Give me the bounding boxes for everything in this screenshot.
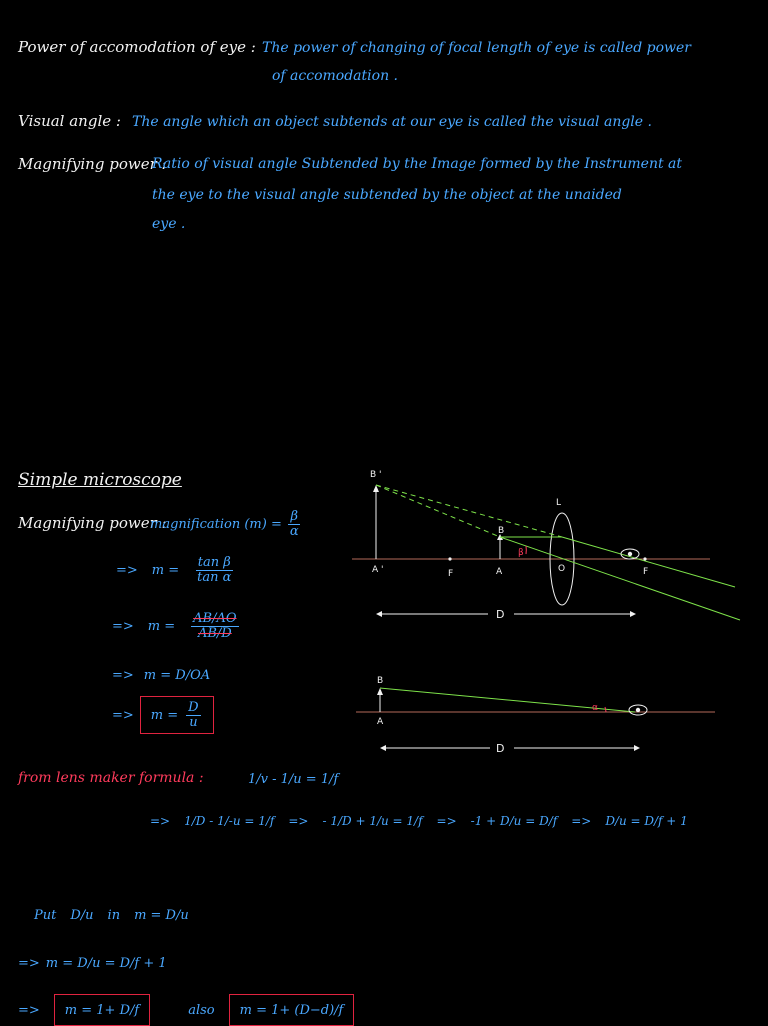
also-label: also [188,1003,214,1018]
put-in: in [108,908,121,923]
result-box-2: m = 1+ (D−d)/f [229,994,355,1026]
derivation-part-3: -1 + D/u = D/f [471,814,558,828]
result-box-m-d-over-u [140,696,214,734]
d-numerator: D [186,701,200,716]
label-f-2: F [643,567,648,577]
put-line-2 [18,956,167,971]
label-d-2: D [496,742,504,755]
step-3-arrow: => [112,668,134,683]
step-2-arrow: => [112,619,134,634]
label-alpha: α [592,703,598,713]
tan-alpha: tan α [195,571,233,585]
step-1 [116,556,235,584]
step-1-m: m = [152,563,179,578]
step-4-arrow: => [112,708,134,723]
beta-symbol: β [288,510,300,525]
derivation-arrow-1: => [150,814,170,828]
simple-microscope-heading: Simple microscope [18,470,182,490]
beta-over-alpha [288,510,301,538]
visual-angle-text: The angle which an object subtends at our eye is called the visual angle . [132,114,652,130]
step-3 [112,668,210,683]
step-2-m: m = [148,619,175,634]
mp-definition [150,510,303,538]
accommodation-text-2: of accomodation . [272,68,398,84]
label-b-prime: B ' [370,470,382,480]
step-4 [112,696,214,734]
derivation-part-2: - 1/D + 1/u = 1/f [322,814,422,828]
put-line-2-text: m = D/u = D/f + 1 [46,956,167,971]
unaided-eye-diagram [350,668,720,760]
d-arrowhead-right [630,611,636,617]
ab-over-ao: AB/AO [191,612,238,627]
mp-definition-text: magnification (m) = [150,517,282,532]
put-fraction: D/u [70,908,93,923]
label-f-1: F [448,569,453,579]
derivation-arrow-3: => [437,814,457,828]
u-denominator: u [187,716,199,730]
label-b: B [498,526,504,536]
put-line-2-arrow: => [18,956,40,971]
final-results [18,994,354,1026]
d-arrowhead-left [376,611,382,617]
accommodation-title: Power of accomodation of eye : [18,38,256,56]
derivation-arrow-4: => [571,814,591,828]
d-over-u [186,701,200,729]
label-l: L [556,498,561,508]
step-2 [112,612,241,640]
lens-maker-derivation [150,814,688,828]
label-a: A [496,567,503,577]
tan-beta: tan β [196,556,233,571]
result-box-1: m = 1+ D/f [54,994,150,1026]
label-d: D [496,608,504,621]
derivation-part-4: D/u = D/f + 1 [605,814,688,828]
label-beta: β [518,548,524,558]
visual-angle-title: Visual angle : [18,112,121,130]
magnifying-power-title: Magnifying power : [18,155,167,173]
eye-icon [621,549,639,559]
d2-arrowhead-left [380,745,386,751]
dashed-ray-2 [376,485,500,537]
step-4-m: m = [151,708,178,723]
label-a-2: A [377,717,384,727]
focal-point-1 [448,557,451,560]
lens-maker-label: from lens maker formula : [18,770,204,786]
label-b-2: B [377,676,383,686]
eye-icon-2 [629,705,647,715]
dashed-ray-1 [376,485,562,537]
ab-over-d: AB/D [196,627,234,641]
tan-fraction [195,556,233,584]
magnifying-power-text-1: Ratio of visual angle Subtended by the Image formed by the Instrument at [152,156,682,172]
put-equation: m = D/u [134,908,189,923]
ray-diagram-simple-microscope [340,455,750,630]
put-label: Put [34,908,56,923]
accommodation-text-1: The power of changing of focal length of eye is called power [262,40,691,56]
object-arrow-2-head [377,688,383,695]
put-line [34,908,189,923]
refracted-ray [562,537,735,587]
step-1-arrow: => [116,563,138,578]
final-arrow: => [18,1003,40,1018]
magnifying-power-text-3: eye . [152,216,185,232]
derivation-part-1: 1/D - 1/-u = 1/f [184,814,274,828]
d2-arrowhead-right [634,745,640,751]
alpha-arc [605,707,606,712]
step-3-text: m = D/OA [144,668,210,683]
alpha-symbol: α [288,525,301,539]
derivation-arrow-2: => [288,814,308,828]
ab-fraction [191,612,238,640]
focal-point-2 [643,557,646,560]
lens-maker-formula: 1/v - 1/u = 1/f [248,772,338,787]
mp-label: Magnifying power : [18,514,167,532]
label-o: O [558,564,565,574]
label-a-prime: A ' [372,565,384,575]
magnifying-power-text-2: the eye to the visual angle subtended by the object at the unaided [152,187,622,203]
